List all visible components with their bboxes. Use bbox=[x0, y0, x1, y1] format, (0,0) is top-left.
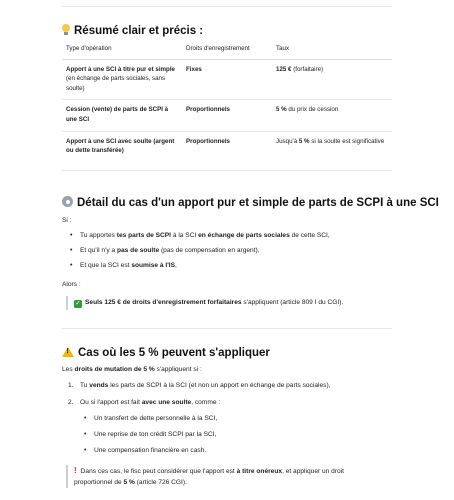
top-divider bbox=[62, 6, 392, 7]
list-item: 2. Ou si l'apport est fait avec une soulte, comme : bbox=[68, 399, 221, 406]
cell-type: Apport à une SCI à titre pur et simple (en échange de parts sociales, sans soulte) bbox=[62, 59, 182, 100]
cell-taux: 125 € (forfaitaire) bbox=[272, 59, 392, 100]
section3-intro: Les droits de mutation de 5 % s'appliquent si : bbox=[62, 366, 202, 373]
list-item: • Et qu'il n'y a pas de soulte (pas de compensation en argent), bbox=[68, 247, 330, 254]
exclamation-icon: ! bbox=[74, 466, 77, 475]
table-header-row bbox=[62, 44, 392, 59]
cell-type: Apport à une SCI avec soulte (argent ou dette transférée) bbox=[66, 137, 175, 155]
list-item: 1. Tu vends les parts de SCPI à la SCI (et non un apport en échange de parts sociales), bbox=[68, 382, 331, 389]
result-quote: ✓ Seuls 125 € de droits d'enregistrement forfaitaires s'appliquent (article 809 I du CGI). bbox=[66, 296, 343, 310]
list-item: • Une reprise de ton crédit SCPI par la SCI, bbox=[84, 431, 216, 438]
cell-type: Cession (vente) de parts de SCPI à une SCI bbox=[62, 100, 182, 131]
table-row bbox=[62, 100, 392, 131]
table-row bbox=[62, 131, 392, 162]
si-label: Si : bbox=[62, 217, 72, 224]
table-row bbox=[62, 59, 392, 100]
header-droits: Droits d'enregistrement bbox=[182, 44, 272, 59]
list-item: • Et que la SCI est soumise à l'IS, bbox=[68, 262, 330, 269]
gear-icon bbox=[62, 196, 73, 207]
section3-title: !Cas où les 5 % peuvent s'appliquer bbox=[62, 347, 270, 359]
cell-droits: Proportionnels bbox=[186, 137, 231, 145]
list-item: • Une compensation financière en cash. bbox=[84, 447, 206, 454]
header-taux: Taux bbox=[272, 44, 392, 59]
lightbulb-icon bbox=[62, 24, 70, 35]
header-type: Type d'opération bbox=[62, 44, 182, 59]
cell-taux: 5 % du prix de cession bbox=[272, 100, 392, 131]
note-quote bbox=[66, 465, 344, 488]
note-line-1: ! Dans ces cas, le fisc peut considérer que l'apport est à titre onéreux, et appliquer un droit bbox=[74, 466, 345, 475]
cell-droits: Fixes bbox=[182, 59, 272, 100]
cell-taux: Jusqu'à 5 % si la soulte est significative bbox=[276, 137, 385, 145]
check-icon: ✓ bbox=[75, 300, 81, 307]
summary-table bbox=[62, 44, 392, 162]
list-item: • Un transfert de dette personnelle à la SCI, bbox=[84, 415, 217, 422]
divider-1 bbox=[62, 170, 392, 171]
section2-title: Détail du cas d'un apport pur et simple de parts de SCPI à une SCI bbox=[62, 196, 439, 209]
note-line-2: proportionnel de 5 % (article 726 CGI). bbox=[74, 479, 187, 486]
section1-title: Résumé clair et précis : bbox=[62, 24, 203, 37]
list-item: • Tu apportes tes parts de SCPI à la SCI en échange de parts sociales de cette SCI, bbox=[68, 232, 330, 239]
divider-2 bbox=[62, 328, 392, 329]
alors-label: Alors : bbox=[62, 281, 81, 288]
cell-droits: Proportionnels bbox=[182, 100, 272, 131]
conditions-list bbox=[68, 232, 330, 269]
warning-icon bbox=[62, 347, 74, 357]
